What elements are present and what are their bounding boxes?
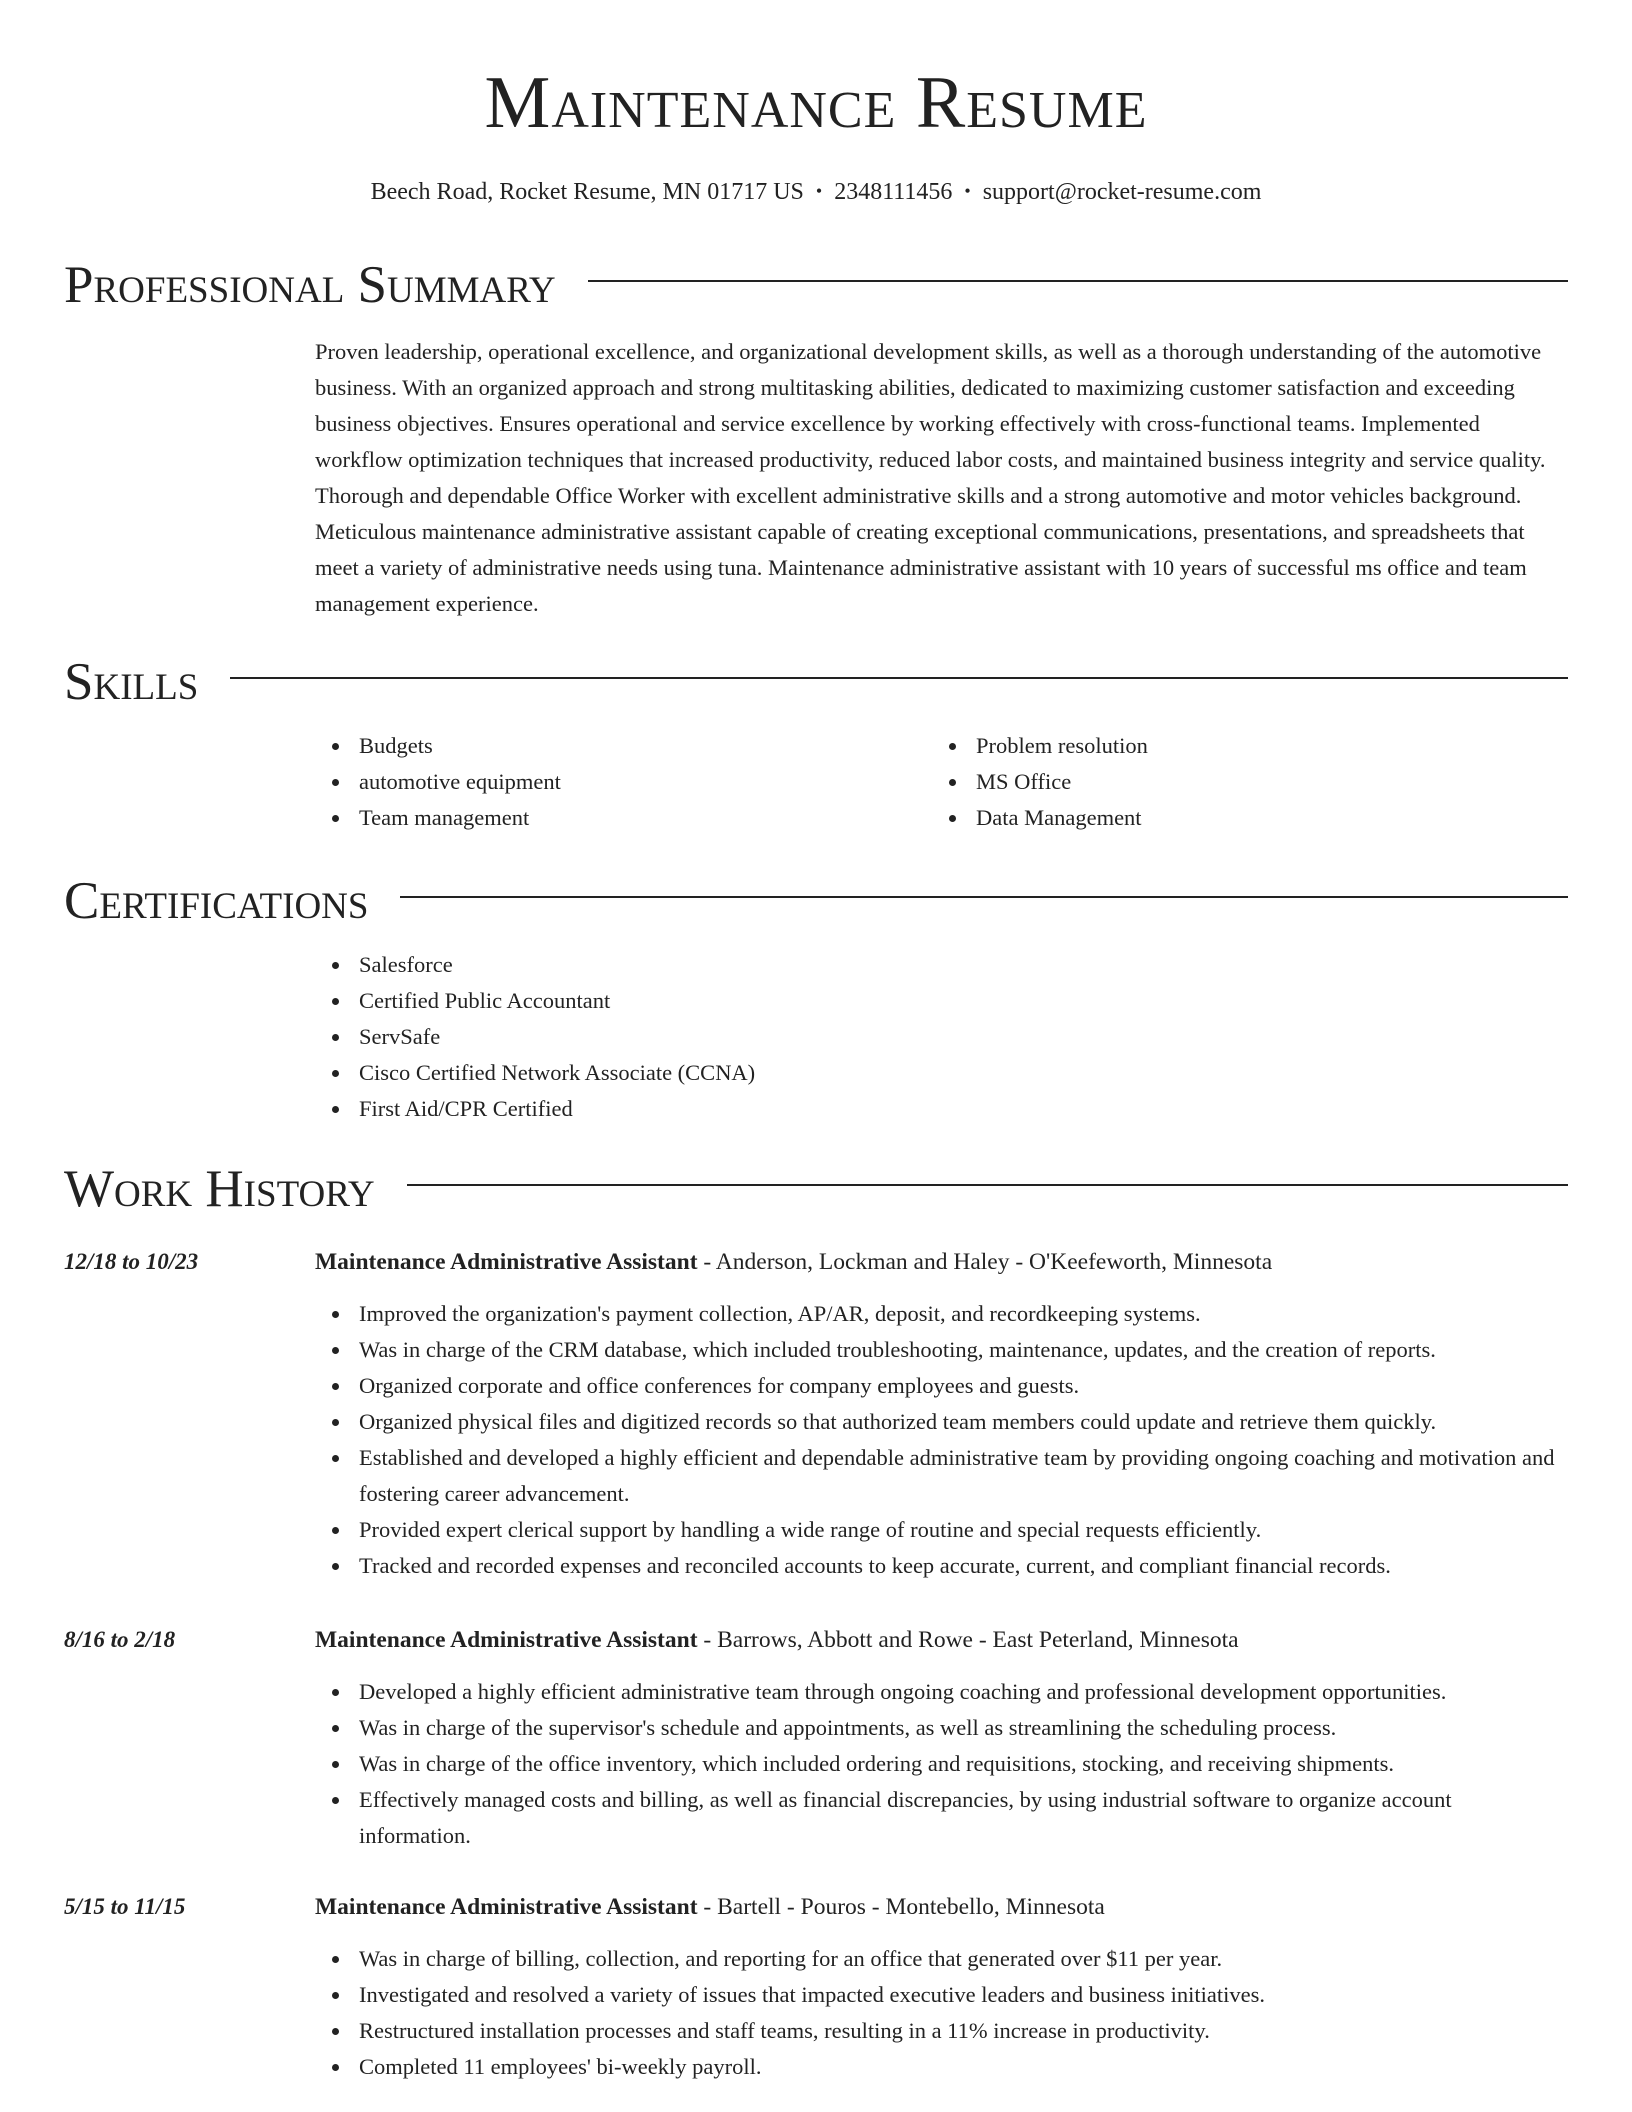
job-bullets (315, 1674, 1568, 1854)
section-divider (230, 677, 1568, 679)
job-title: Maintenance Administrative Assistant (315, 1627, 698, 1653)
job-title: Maintenance Administrative Assistant (315, 1249, 698, 1275)
job-bullets (315, 1941, 1568, 2085)
job-bullet: Was in charge of the CRM database, which included troubleshooting, maintenance, updates, and the creation of reports. (315, 1332, 1568, 1368)
section-title: Skills (64, 653, 199, 711)
section-divider (588, 280, 1568, 282)
section-divider (400, 896, 1568, 898)
certification-item: Certified Public Accountant (315, 983, 1568, 1019)
job-bullet: Organized corporate and office conferences for company employees and guests. (315, 1368, 1568, 1404)
skill-item: Data Management (932, 800, 1549, 836)
contact-email: support@rocket-resume.com (982, 179, 1262, 205)
certifications-heading (64, 869, 1568, 933)
skill-item: Problem resolution (932, 728, 1549, 764)
job-entry (64, 1622, 1568, 1854)
skills-heading (64, 650, 1568, 714)
section-divider (407, 1184, 1568, 1186)
certification-item: Cisco Certified Network Associate (CCNA) (315, 1055, 1568, 1091)
job-bullet: Tracked and recorded expenses and reconciled accounts to keep accurate, current, and compliant financial records. (315, 1548, 1568, 1584)
skills-list-left (315, 728, 932, 836)
job-bullet: Was in charge of billing, collection, and reporting for an office that generated over $11 per year. (315, 1941, 1568, 1977)
certifications-list (315, 947, 1568, 1127)
contact-phone: 2348111456 (834, 179, 953, 205)
job-heading (315, 1622, 1568, 1658)
certifications-section (64, 869, 1568, 1127)
job-title: Maintenance Administrative Assistant (315, 1894, 698, 1920)
skills-section (64, 650, 1568, 836)
contact-separator: • (964, 181, 971, 201)
contact-address: Beech Road, Rocket Resume, MN 01717 US (370, 179, 804, 205)
job-dates: 5/15 to 11/15 (64, 1894, 186, 1919)
section-title: Certifications (64, 872, 369, 930)
job-bullets (315, 1296, 1568, 1584)
summary-section (64, 253, 1568, 622)
summary-heading (64, 253, 1568, 317)
contact-separator: • (815, 181, 823, 201)
job-bullet: Effectively managed costs and billing, as well as financial discrepancies, by using industrial software to organize account information. (315, 1782, 1568, 1854)
work-history-section (64, 1157, 1568, 1221)
job-bullet: Investigated and resolved a variety of issues that impacted executive leaders and business initiatives. (315, 1977, 1568, 2013)
job-bullet: Was in charge of the office inventory, which included ordering and requisitions, stocking, and receiving shipments. (315, 1746, 1568, 1782)
skill-item: MS Office (932, 764, 1549, 800)
certification-item: ServSafe (315, 1019, 1568, 1055)
job-dates: 8/16 to 2/18 (64, 1627, 176, 1652)
job-bullet: Was in charge of the supervisor's schedule and appointments, as well as streamlining the scheduling process. (315, 1710, 1568, 1746)
job-bullet: Improved the organization's payment collection, AP/AR, deposit, and recordkeeping systems. (315, 1296, 1568, 1332)
skills-list-right (932, 728, 1549, 836)
certification-item: First Aid/CPR Certified (315, 1091, 1568, 1127)
job-company: - Bartell - Pouros - Montebello, Minnesota (697, 1894, 1105, 1920)
job-bullet: Organized physical files and digitized records so that authorized team members could update and retrieve them quickly. (315, 1404, 1568, 1440)
skill-item: automotive equipment (315, 764, 932, 800)
job-bullet: Developed a highly efficient administrative team through ongoing coaching and professional development opportunities. (315, 1674, 1568, 1710)
certification-item: Salesforce (315, 947, 1568, 983)
skills-columns (315, 728, 1568, 836)
resume-name: Maintenance Resume (484, 62, 1148, 144)
job-entry (64, 1244, 1568, 1584)
job-bullet: Restructured installation processes and staff teams, resulting in a 11% increase in productivity. (315, 2013, 1568, 2049)
job-bullet: Provided expert clerical support by handling a wide range of routine and special requests efficiently. (315, 1512, 1568, 1548)
job-company: - Anderson, Lockman and Haley - O'Keefeworth, Minnesota (697, 1249, 1273, 1275)
skill-item: Team management (315, 800, 932, 836)
job-bullet: Completed 11 employees' bi-weekly payroll. (315, 2049, 1568, 2085)
job-heading (315, 1889, 1568, 1925)
summary-text: Proven leadership, operational excellence, and organizational development skills, as well as a thorough understanding of the automotive business. With an organized approach and strong multitasking abilities, dedicated to maximizing customer satisfaction and exceeding business objectives. Ensures operational and service excellence by working effectively with cross-functional teams. Implemented workflow optimization techniques that increased productivity, reduced labor costs, and maintained business integrity and service quality. Thorough and dependable Office Worker with excellent administrative skills and a strong automotive and motor vehicles background. Meticulous maintenance administrative assistant capable of creating exceptional communications, presentations, and spreadsheets that meet a variety of administrative needs using tuna. Maintenance administrative assistant with 10 years of successful ms office and team management experience. (315, 339, 1546, 616)
section-title: Professional Summary (64, 256, 556, 314)
job-bullet: Established and developed a highly efficient and dependable administrative team by providing ongoing coaching and motivation and fostering career advancement. (315, 1440, 1568, 1512)
work-history-heading (64, 1157, 1568, 1221)
job-entry (64, 1889, 1568, 2085)
section-title: Work History (64, 1160, 375, 1218)
contact-line (64, 175, 1568, 208)
job-company: - Barrows, Abbott and Rowe - East Peterland, Minnesota (697, 1627, 1239, 1653)
job-dates: 12/18 to 10/23 (64, 1249, 199, 1274)
skill-item: Budgets (315, 728, 932, 764)
job-heading (315, 1244, 1568, 1280)
